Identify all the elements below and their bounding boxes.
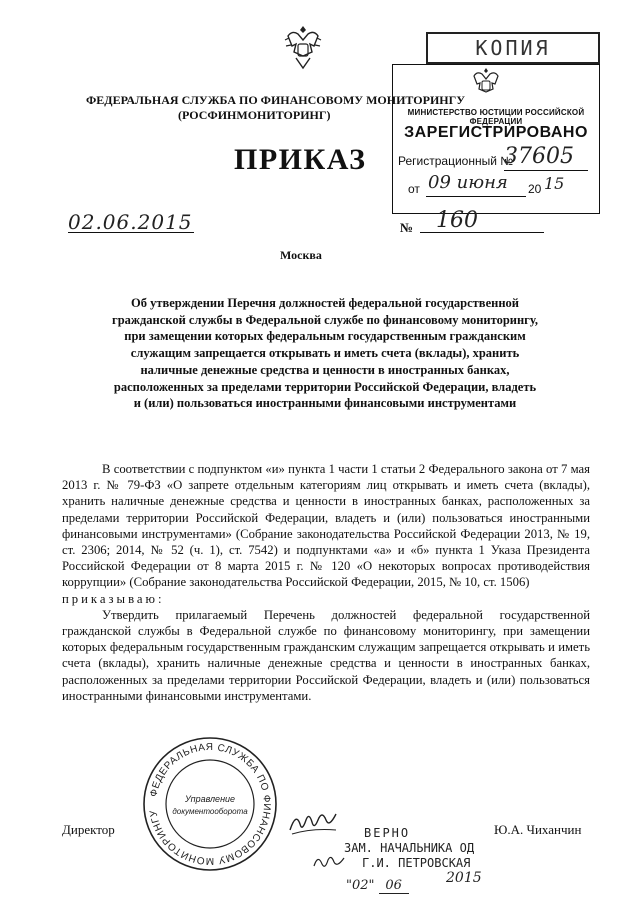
registration-ministry: МИНИСТЕРСТВО ЮСТИЦИИ РОССИЙСКОЙ ФЕДЕРАЦИИ bbox=[407, 108, 585, 126]
seal-ring-text: ФЕДЕРАЛЬНАЯ СЛУЖБА ПО ФИНАНСОВОМУ МОНИТОРИНГУ bbox=[148, 741, 273, 867]
certification-stamp bbox=[344, 826, 504, 871]
seal-center-line1: Управление bbox=[184, 794, 236, 804]
certification-signature-icon bbox=[312, 852, 346, 872]
title-line: Об утверждении Перечня должностей федеральной государственной bbox=[131, 296, 519, 310]
order-word: приказываю: bbox=[62, 591, 165, 606]
title-line: служащим запрещается открывать и иметь счета (вклады), хранить bbox=[130, 346, 520, 361]
director-signature-icon bbox=[286, 806, 342, 840]
registration-year-handwritten: 15 bbox=[544, 174, 565, 193]
copy-stamp: КОПИЯ bbox=[426, 32, 600, 64]
registration-number-label: Регистрационный № bbox=[398, 154, 514, 168]
organization-abbr: (РОСФИНМОНИТОРИНГ) bbox=[178, 108, 331, 122]
certification-position: ЗАМ. НАЧАЛЬНИКА ОД bbox=[344, 841, 475, 855]
registration-date-underline bbox=[426, 196, 526, 197]
certification-month: 06 bbox=[379, 878, 409, 894]
order-date-underline bbox=[68, 232, 194, 233]
city: Москва bbox=[280, 248, 322, 262]
title-line: при замещении которых федеральным государственным гражданским bbox=[124, 329, 526, 344]
order-number-sign: № bbox=[400, 220, 414, 235]
certification-date: "02" 06 bbox=[346, 878, 409, 894]
order-body bbox=[62, 461, 590, 704]
title-line: наличные денежные средства и ценности в иностранных банках, bbox=[140, 362, 510, 377]
registration-date: 09 июня bbox=[428, 172, 508, 193]
order-number-underline bbox=[420, 232, 544, 233]
body-paragraph-resolution: Утвердить прилагаемый Перечень должностей федеральной государственной гражданской службы в Федеральной службе по финансовому мониторингу, при замещении которых федеральным государственным гражданским служащим запрещается открывать и иметь счета (вклады), хранить наличные денежные средства и ценности в иностранных банках, расположенных за пределами территории Российской Федерации, владеть и (или) пользоваться иностранными финансовыми инструментами. bbox=[62, 607, 590, 703]
registration-number-underline bbox=[504, 170, 588, 171]
registration-emblem-icon bbox=[470, 66, 502, 100]
body-paragraph-preamble: В соответствии с подпунктом «и» пункта 1 части 1 статьи 2 Федерального закона от 7 мая 2013 г. № 79-ФЗ «О запрете отдельным категориям лиц открывать и иметь счета (вклады), хранить наличные денежные средства и ценности в иностранных банках, расположенных за пределами территории Российской Федерации, владеть и (или) пользоваться иностранными финансовыми инструментами» (Собрание законодательства Российской Федерации 2013, № 19, ст. 2306; 2014, № 52 (ч. 1), ст. 7542) и подпунктами «а» и «б» пункта 1 Указа Президента Российской Федерации от 8 марта 2015 г. № 120 «О некоторых вопросах противодействия коррупции» (Собрание законодательства Российской Федерации, 2015, № 10, ст. 1506) bbox=[62, 462, 590, 590]
certification-name: Г.И. ПЕТРОВСКАЯ bbox=[362, 856, 471, 870]
registration-date-prefix: от bbox=[408, 182, 420, 196]
certification-day: 02 bbox=[351, 878, 369, 893]
title-line: гражданской службы в Федеральной службе по финансовому мониторингу, bbox=[112, 312, 538, 327]
organization-name: ФЕДЕРАЛЬНАЯ СЛУЖБА ПО ФИНАНСОВОМУ МОНИТОРИНГУ bbox=[86, 93, 466, 107]
registration-year-printed: 20 bbox=[528, 182, 542, 196]
signatory-name: Ю.А. Чиханчин bbox=[494, 822, 582, 837]
double-headed-eagle-emblem-icon bbox=[282, 20, 324, 74]
seal-center-line2: документооборота bbox=[172, 807, 248, 816]
title-line: расположенных за пределами территории Российской Федерации, владеть bbox=[113, 379, 537, 394]
order-number: 160 bbox=[436, 208, 478, 233]
certification-true-copy: ВЕРНО bbox=[364, 826, 411, 840]
title-line: и (или) пользоваться иностранными финансовыми инструментами bbox=[133, 396, 517, 411]
order-date: 02.06.2015 bbox=[68, 210, 193, 234]
certification-year: 2015 bbox=[446, 870, 482, 886]
signatory-position: Директор bbox=[62, 822, 115, 837]
registration-number-row bbox=[398, 154, 513, 168]
registration-number: 37605 bbox=[504, 144, 574, 169]
registration-status: ЗАРЕГИСТРИРОВАНО bbox=[404, 124, 588, 141]
office-seal-icon bbox=[140, 734, 280, 874]
order-title bbox=[58, 295, 592, 412]
document-type: ПРИКАЗ bbox=[234, 143, 367, 176]
